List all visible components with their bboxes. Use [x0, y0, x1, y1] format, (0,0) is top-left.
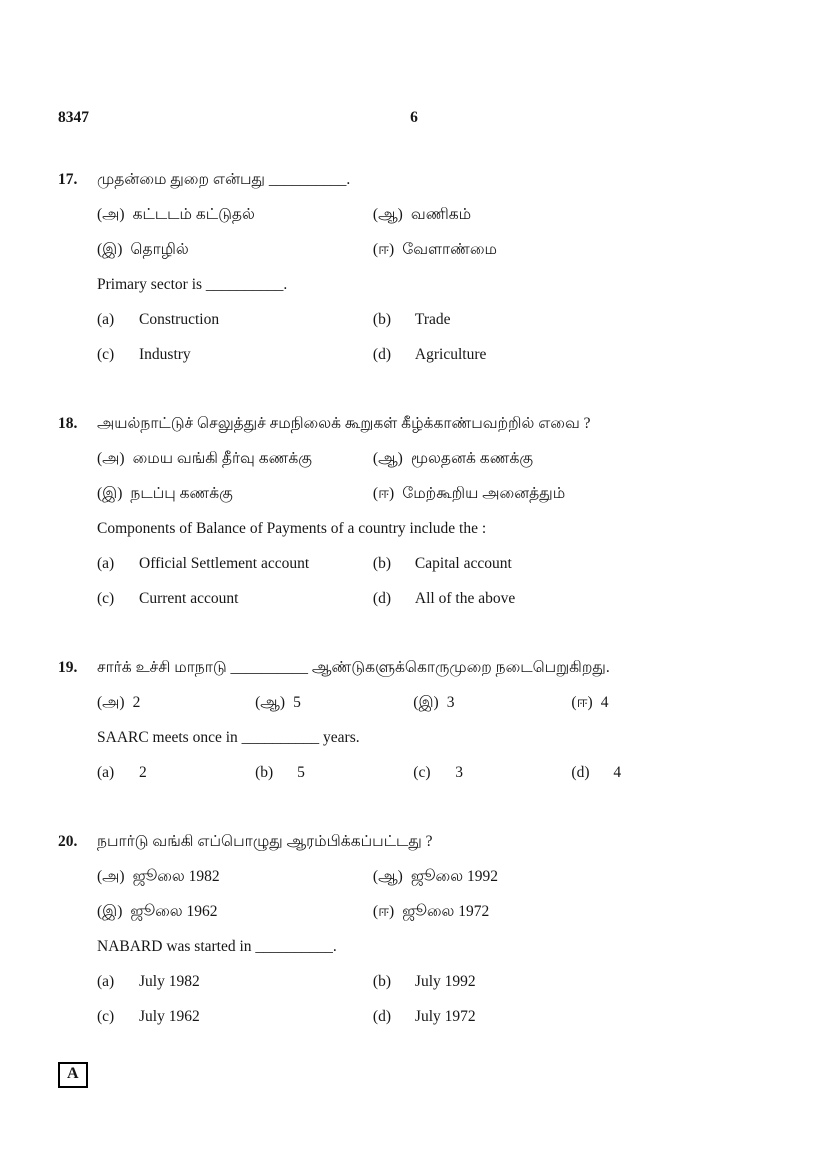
option-label: (ஈ)	[372, 485, 395, 502]
option-text: 2	[139, 764, 147, 781]
option-text: July 1992	[414, 973, 476, 990]
option-label: (ஆ)	[372, 450, 403, 467]
option-label: (b)	[255, 764, 274, 781]
option-text: Official Settlement account	[139, 555, 310, 572]
english-options-row	[97, 546, 770, 581]
option-label: (ஈ)	[571, 694, 593, 711]
question-number: 19.	[58, 659, 78, 676]
option-english-b	[255, 755, 413, 790]
option-tamil-a	[97, 685, 255, 720]
option-text: வேளாண்மை	[402, 241, 497, 258]
question-number: 17.	[58, 171, 78, 188]
question-text-english: NABARD was started in __________.	[97, 938, 337, 955]
option-tamil-i	[413, 685, 571, 720]
option-tamil-aa	[373, 197, 770, 232]
option-text: 5	[293, 694, 301, 711]
option-label: (ஆ)	[372, 868, 403, 885]
english-options-row	[97, 302, 770, 337]
option-text: ஜூலை 1962	[130, 903, 218, 920]
tamil-options-row	[97, 685, 770, 720]
option-label: (d)	[571, 764, 590, 781]
option-label: (ஈ)	[372, 241, 395, 258]
option-label: (a)	[97, 973, 115, 990]
option-text: July 1972	[414, 1008, 476, 1025]
option-label: (ஆ)	[255, 694, 286, 711]
option-label: (b)	[372, 555, 391, 572]
option-text: கட்டடம் கட்டுதல்	[132, 206, 255, 223]
tamil-options-row	[97, 197, 770, 232]
option-label: (அ)	[97, 694, 125, 711]
version-badge: A	[58, 1062, 88, 1088]
option-label: (a)	[97, 764, 115, 781]
option-text: 4	[613, 764, 622, 781]
option-english-b	[373, 964, 770, 999]
option-tamil-ee	[571, 685, 770, 720]
option-tamil-aa	[373, 441, 770, 476]
tamil-options-row	[97, 894, 770, 929]
option-text: மேற்கூறிய அனைத்தும்	[402, 485, 566, 502]
option-english-d	[373, 337, 770, 372]
option-label: (ஈ)	[372, 903, 395, 920]
option-text: Current account	[139, 590, 239, 607]
option-tamil-i	[97, 476, 373, 511]
option-label: (a)	[97, 555, 115, 572]
option-tamil-a	[97, 197, 373, 232]
option-text: Industry	[139, 346, 191, 363]
english-options-row	[97, 337, 770, 372]
option-english-d	[373, 581, 770, 616]
option-label: (b)	[372, 311, 391, 328]
option-english-c	[97, 581, 373, 616]
option-english-a	[97, 964, 373, 999]
option-text: 3	[455, 764, 464, 781]
question-text-tamil: அயல்நாட்டுச் செலுத்துச் சமநிலைக் கூறுகள் கீழ்க்காண்பவற்றில் எவை ?	[97, 415, 591, 432]
option-english-c	[97, 337, 373, 372]
option-text: July 1962	[139, 1008, 200, 1025]
option-text: நடப்பு கணக்கு	[130, 485, 233, 502]
option-label: (ஆ)	[372, 206, 403, 223]
option-text: Capital account	[414, 555, 512, 572]
option-text: தொழில்	[130, 241, 189, 258]
option-text: July 1982	[139, 973, 200, 990]
option-label: (இ)	[97, 903, 123, 920]
option-english-b	[373, 302, 770, 337]
option-label: (அ)	[97, 206, 125, 223]
option-tamil-aa	[373, 859, 770, 894]
option-tamil-aa	[255, 685, 413, 720]
option-label: (d)	[372, 346, 391, 363]
option-english-d	[373, 999, 770, 1034]
question-text-tamil: முதன்மை துறை என்பது __________.	[97, 171, 351, 188]
english-options-row	[97, 581, 770, 616]
question-number: 18.	[58, 415, 78, 432]
option-label: (d)	[372, 590, 391, 607]
option-tamil-ee	[373, 476, 770, 511]
page-header	[58, 108, 770, 128]
option-text: Agriculture	[414, 346, 487, 363]
option-text: Construction	[139, 311, 220, 328]
option-label: (d)	[372, 1008, 391, 1025]
option-text: 4	[600, 694, 609, 711]
page-footer	[58, 1034, 770, 1088]
option-english-d	[571, 755, 770, 790]
option-label: (c)	[97, 590, 115, 607]
option-tamil-a	[97, 859, 373, 894]
option-text: மைய வங்கி தீர்வு கணக்கு	[132, 450, 312, 467]
tamil-options-row	[97, 859, 770, 894]
option-label: (c)	[97, 1008, 115, 1025]
english-options-row	[97, 999, 770, 1034]
tamil-options-row	[97, 441, 770, 476]
question-text-english: Primary sector is __________.	[97, 276, 288, 293]
question-18	[58, 406, 770, 616]
question-text-tamil: நபார்டு வங்கி எப்பொழுது ஆரம்பிக்கப்பட்டது ?	[97, 833, 433, 850]
option-label: (c)	[97, 346, 115, 363]
option-tamil-i	[97, 232, 373, 267]
option-tamil-ee	[373, 232, 770, 267]
question-17	[58, 162, 770, 372]
option-text: ஜூலை 1972	[402, 903, 490, 920]
tamil-options-row	[97, 476, 770, 511]
option-text: 5	[297, 764, 305, 781]
option-text: ஜூலை 1992	[410, 868, 498, 885]
option-text: வணிகம்	[410, 206, 472, 223]
option-label: (a)	[97, 311, 115, 328]
option-text: மூலதனக் கணக்கு	[410, 450, 534, 467]
option-english-c	[97, 999, 373, 1034]
question-text-english: SAARC meets once in __________ years.	[97, 729, 360, 746]
option-text: 3	[446, 694, 455, 711]
option-english-b	[373, 546, 770, 581]
tamil-options-row	[97, 232, 770, 267]
option-tamil-i	[97, 894, 373, 929]
option-english-a	[97, 302, 373, 337]
option-label: (c)	[413, 764, 431, 781]
english-options-row	[97, 755, 770, 790]
question-number: 20.	[58, 833, 78, 850]
english-options-row	[97, 964, 770, 999]
option-label: (அ)	[97, 450, 125, 467]
question-19	[58, 650, 770, 790]
option-english-a	[97, 755, 255, 790]
option-label: (இ)	[97, 241, 123, 258]
option-tamil-a	[97, 441, 373, 476]
option-text: All of the above	[414, 590, 516, 607]
document-number: 8347	[58, 109, 89, 126]
option-label: (இ)	[97, 485, 123, 502]
option-label: (அ)	[97, 868, 125, 885]
option-english-a	[97, 546, 373, 581]
option-label: (b)	[372, 973, 391, 990]
page-number: 6	[410, 109, 418, 126]
question-20	[58, 824, 770, 1034]
option-text: ஜூலை 1982	[132, 868, 220, 885]
option-tamil-ee	[373, 894, 770, 929]
question-text-english: Components of Balance of Payments of a country include the :	[97, 520, 487, 537]
option-text: 2	[132, 694, 141, 711]
option-label: (இ)	[413, 694, 439, 711]
question-text-tamil: சார்க் உச்சி மாநாடு __________ ஆண்டுகளுக்கொருமுறை நடைபெறுகிறது.	[97, 659, 610, 676]
option-text: Trade	[414, 311, 451, 328]
option-english-c	[413, 755, 571, 790]
